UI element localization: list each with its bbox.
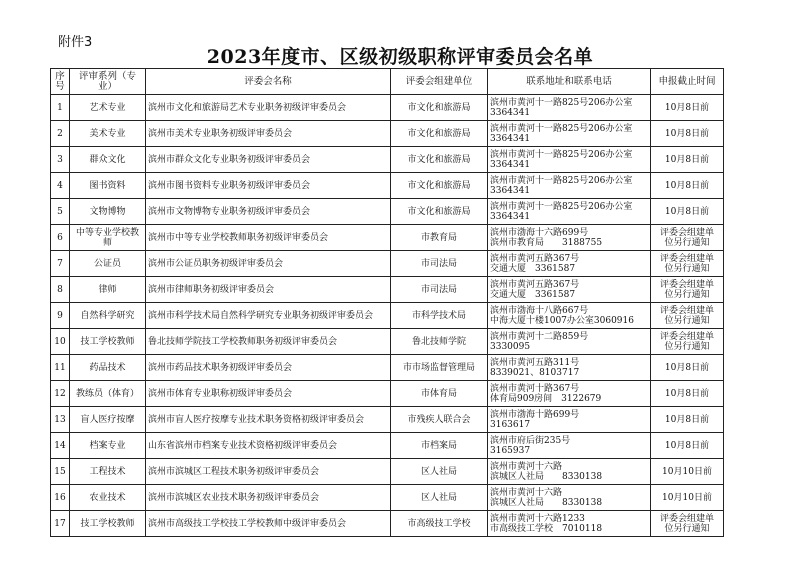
- cell-seq: 3: [51, 147, 70, 173]
- contact-line: 滨州市黄河十六路1233: [490, 513, 585, 524]
- cell-committee: 滨州市高级技工学校技工学校教师中级评审委员会: [146, 511, 391, 537]
- cell-contact: [488, 225, 651, 251]
- cell-deadline: [651, 381, 724, 407]
- cell-deadline: [651, 355, 724, 381]
- table-row: [51, 433, 724, 459]
- cell-deadline: [651, 225, 724, 251]
- contact-line: 滨州市黄河十一路825号206办公室: [490, 201, 633, 212]
- table-row: [51, 95, 724, 121]
- deadline-line: 位另行通知: [664, 315, 710, 326]
- contact-line: 滨州市黄河十二路859号: [490, 331, 589, 342]
- cell-seq: 7: [51, 251, 70, 277]
- cell-org: 市文化和旅游局: [391, 199, 488, 225]
- cell-committee: 滨州市滨城区农业技术职务初级评审委员会: [146, 485, 391, 511]
- cell-seq: 16: [51, 485, 70, 511]
- contact-line: 滨州市黄河五路367号: [490, 253, 580, 264]
- cell-deadline: [651, 303, 724, 329]
- contact-line: 滨州市渤海十六路699号: [490, 227, 589, 238]
- cell-deadline: [651, 147, 724, 173]
- table-row: [51, 459, 724, 485]
- table-row: [51, 303, 724, 329]
- cell-org: 市司法局: [391, 251, 488, 277]
- cell-seq: 12: [51, 381, 70, 407]
- deadline-line: 评委会组建单: [659, 305, 714, 316]
- contact-line: 滨城区人社局 8330138: [490, 497, 603, 508]
- contact-line: 中海大厦十楼1007办公室3060916: [490, 315, 634, 326]
- table-row: [51, 485, 724, 511]
- contact-line: 滨州市府后街235号: [490, 435, 571, 446]
- cell-series: 公证员: [70, 251, 146, 277]
- header-deadline: 申报截止时间: [651, 69, 724, 95]
- table-header-row: [51, 69, 724, 95]
- cell-seq: 15: [51, 459, 70, 485]
- cell-committee: 滨州市滨城区工程技术职务初级评审委员会: [146, 459, 391, 485]
- cell-org: 市文化和旅游局: [391, 173, 488, 199]
- deadline-line: 10月8日前: [664, 388, 710, 399]
- table-row: [51, 225, 724, 251]
- deadline-line: 评委会组建单: [659, 227, 714, 238]
- table-row: [51, 277, 724, 303]
- cell-committee: 鲁北技师学院技工学校教师职务初级评审委员会: [146, 329, 391, 355]
- cell-org: 市教育局: [391, 225, 488, 251]
- cell-deadline: [651, 199, 724, 225]
- contact-line: 3364341: [490, 211, 531, 222]
- cell-contact: [488, 485, 651, 511]
- cell-seq: 4: [51, 173, 70, 199]
- contact-line: 滨州市渤海十路699号: [490, 409, 580, 420]
- deadline-line: 10月8日前: [664, 128, 710, 139]
- cell-series: 自然科学研究: [70, 303, 146, 329]
- contact-line: 市高级技工学校 7010118: [490, 523, 603, 534]
- cell-committee: 滨州市文物博物专业职务初级评审委员会: [146, 199, 391, 225]
- cell-committee: 滨州市群众文化专业职务初级评审委员会: [146, 147, 391, 173]
- contact-line: 3330095: [490, 341, 531, 352]
- cell-seq: 9: [51, 303, 70, 329]
- header-contact: 联系地址和联系电话: [488, 69, 651, 95]
- cell-series: 盲人医疗按摩: [70, 407, 146, 433]
- contact-line: 3364341: [490, 185, 531, 196]
- cell-seq: 6: [51, 225, 70, 251]
- contact-line: 滨州市黄河十一路825号206办公室: [490, 175, 633, 186]
- table-row: [51, 381, 724, 407]
- cell-series: 中等专业学校教师: [70, 225, 146, 251]
- deadline-line: 10月8日前: [664, 414, 710, 425]
- cell-seq: 8: [51, 277, 70, 303]
- cell-org: 市文化和旅游局: [391, 95, 488, 121]
- cell-series: 群众文化: [70, 147, 146, 173]
- contact-line: 体育局909房间 3122679: [490, 393, 602, 404]
- table-row: [51, 173, 724, 199]
- cell-committee: 滨州市公证员职务初级评审委员会: [146, 251, 391, 277]
- cell-contact: [488, 381, 651, 407]
- cell-contact: [488, 459, 651, 485]
- contact-line: 3165937: [490, 445, 531, 456]
- cell-deadline: [651, 251, 724, 277]
- contact-line: 3364341: [490, 133, 531, 144]
- cell-org: 市市场监督管理局: [391, 355, 488, 381]
- table-row: [51, 199, 724, 225]
- cell-org: 区人社局: [391, 485, 488, 511]
- cell-deadline: [651, 173, 724, 199]
- cell-contact: [488, 329, 651, 355]
- cell-org: 市高级技工学校: [391, 511, 488, 537]
- contact-line: 滨城区人社局 8330138: [490, 471, 603, 482]
- contact-line: 3163617: [490, 419, 531, 430]
- cell-series: 艺术专业: [70, 95, 146, 121]
- cell-contact: [488, 199, 651, 225]
- cell-org: 市残疾人联合会: [391, 407, 488, 433]
- committee-table: [50, 68, 724, 537]
- cell-committee: 滨州市盲人医疗按摩专业技术职务资格初级评审委员会: [146, 407, 391, 433]
- deadline-line: 位另行通知: [664, 237, 710, 248]
- cell-committee: 山东省滨州市档案专业技术资格初级评审委员会: [146, 433, 391, 459]
- deadline-line: 10月8日前: [664, 180, 710, 191]
- contact-line: 滨州市黄河五路367号: [490, 279, 580, 290]
- header-committee: 评委会名称: [146, 69, 391, 95]
- cell-contact: [488, 407, 651, 433]
- cell-contact: [488, 251, 651, 277]
- attachment-label: 附件3: [58, 35, 93, 50]
- page-title: 2023年度市、区级初级职称评审委员会名单: [206, 46, 594, 68]
- cell-deadline: [651, 121, 724, 147]
- deadline-line: 位另行通知: [664, 263, 710, 274]
- table-row: [51, 511, 724, 537]
- table-row: [51, 251, 724, 277]
- deadline-line: 10月10日前: [662, 466, 712, 477]
- table-body: [51, 95, 724, 537]
- cell-series: 药品技术: [70, 355, 146, 381]
- contact-line: 3364341: [490, 107, 531, 118]
- contact-line: 3364341: [490, 159, 531, 170]
- table-row: [51, 407, 724, 433]
- cell-seq: 1: [51, 95, 70, 121]
- cell-series: 律师: [70, 277, 146, 303]
- cell-committee: 滨州市图书资料专业职务初级评审委员会: [146, 173, 391, 199]
- deadline-line: 位另行通知: [664, 523, 710, 534]
- deadline-line: 10月8日前: [664, 362, 710, 373]
- deadline-line: 评委会组建单: [659, 279, 714, 290]
- contact-line: 交通大厦 3361587: [490, 289, 576, 300]
- cell-deadline: [651, 277, 724, 303]
- cell-series: 技工学校教师: [70, 329, 146, 355]
- header-org: 评委会组建单位: [391, 69, 488, 95]
- cell-org: 市文化和旅游局: [391, 147, 488, 173]
- deadline-line: 评委会组建单: [659, 331, 714, 342]
- cell-org: 区人社局: [391, 459, 488, 485]
- cell-contact: [488, 511, 651, 537]
- table-row: [51, 355, 724, 381]
- cell-seq: 11: [51, 355, 70, 381]
- deadline-line: 位另行通知: [664, 341, 710, 352]
- cell-committee: 滨州市文化和旅游局艺术专业职务初级评审委员会: [146, 95, 391, 121]
- cell-seq: 13: [51, 407, 70, 433]
- deadline-line: 位另行通知: [664, 289, 710, 300]
- deadline-line: 10月10日前: [662, 492, 712, 503]
- deadline-line: 10月8日前: [664, 206, 710, 217]
- cell-series: 技工学校教师: [70, 511, 146, 537]
- cell-committee: 滨州市体育专业职称初级评审委员会: [146, 381, 391, 407]
- cell-deadline: [651, 433, 724, 459]
- cell-seq: 14: [51, 433, 70, 459]
- cell-series: 美术专业: [70, 121, 146, 147]
- table-row: [51, 329, 724, 355]
- header-seq: 序号: [51, 69, 70, 95]
- cell-contact: [488, 173, 651, 199]
- contact-line: 交通大厦 3361587: [490, 263, 576, 274]
- contact-line: 滨州市黄河十路367号: [490, 383, 580, 394]
- cell-org: 市文化和旅游局: [391, 121, 488, 147]
- cell-contact: [488, 121, 651, 147]
- contact-line: 滨州市渤海十八路667号: [490, 305, 589, 316]
- header-series: 评审系列（专业）: [70, 69, 146, 95]
- contact-line: 滨州市黄河十一路825号206办公室: [490, 149, 633, 160]
- cell-deadline: [651, 407, 724, 433]
- cell-contact: [488, 355, 651, 381]
- cell-series: 文物博物: [70, 199, 146, 225]
- cell-committee: 滨州市律师职务初级评审委员会: [146, 277, 391, 303]
- cell-deadline: [651, 511, 724, 537]
- deadline-line: 10月8日前: [664, 440, 710, 451]
- cell-seq: 17: [51, 511, 70, 537]
- cell-deadline: [651, 329, 724, 355]
- contact-line: 滨州市黄河五路311号: [490, 357, 580, 368]
- table-row: [51, 121, 724, 147]
- cell-series: 教练员（体育）: [70, 381, 146, 407]
- deadline-line: 10月8日前: [664, 154, 710, 165]
- cell-seq: 5: [51, 199, 70, 225]
- cell-deadline: [651, 95, 724, 121]
- cell-committee: 滨州市科学技术局自然科学研究专业职务初级评审委员会: [146, 303, 391, 329]
- cell-org: 鲁北技师学院: [391, 329, 488, 355]
- cell-org: 市档案局: [391, 433, 488, 459]
- cell-series: 农业技术: [70, 485, 146, 511]
- deadline-line: 评委会组建单: [659, 253, 714, 264]
- cell-committee: 滨州市药品技术职务初级评审委员会: [146, 355, 391, 381]
- cell-contact: [488, 277, 651, 303]
- cell-deadline: [651, 485, 724, 511]
- contact-line: 滨州市黄河十六路: [490, 461, 563, 472]
- cell-committee: 滨州市美术专业职务初级评审委员会: [146, 121, 391, 147]
- contact-line: 滨州市教育局 3188755: [490, 237, 603, 248]
- cell-committee: 滨州市中等专业学校教师职务初级评审委员会: [146, 225, 391, 251]
- cell-org: 市科学技术局: [391, 303, 488, 329]
- contact-line: 滨州市黄河十一路825号206办公室: [490, 123, 633, 134]
- cell-seq: 10: [51, 329, 70, 355]
- contact-line: 8339021、8103717: [490, 367, 580, 378]
- cell-org: 市司法局: [391, 277, 488, 303]
- deadline-line: 10月8日前: [664, 102, 710, 113]
- cell-series: 图书资料: [70, 173, 146, 199]
- table-row: [51, 147, 724, 173]
- cell-contact: [488, 147, 651, 173]
- cell-deadline: [651, 459, 724, 485]
- deadline-line: 评委会组建单: [659, 513, 714, 524]
- cell-series: 档案专业: [70, 433, 146, 459]
- cell-seq: 2: [51, 121, 70, 147]
- cell-org: 市体育局: [391, 381, 488, 407]
- contact-line: 滨州市黄河十六路: [490, 487, 563, 498]
- cell-contact: [488, 95, 651, 121]
- contact-line: 滨州市黄河十一路825号206办公室: [490, 97, 633, 108]
- cell-contact: [488, 303, 651, 329]
- cell-contact: [488, 433, 651, 459]
- cell-series: 工程技术: [70, 459, 146, 485]
